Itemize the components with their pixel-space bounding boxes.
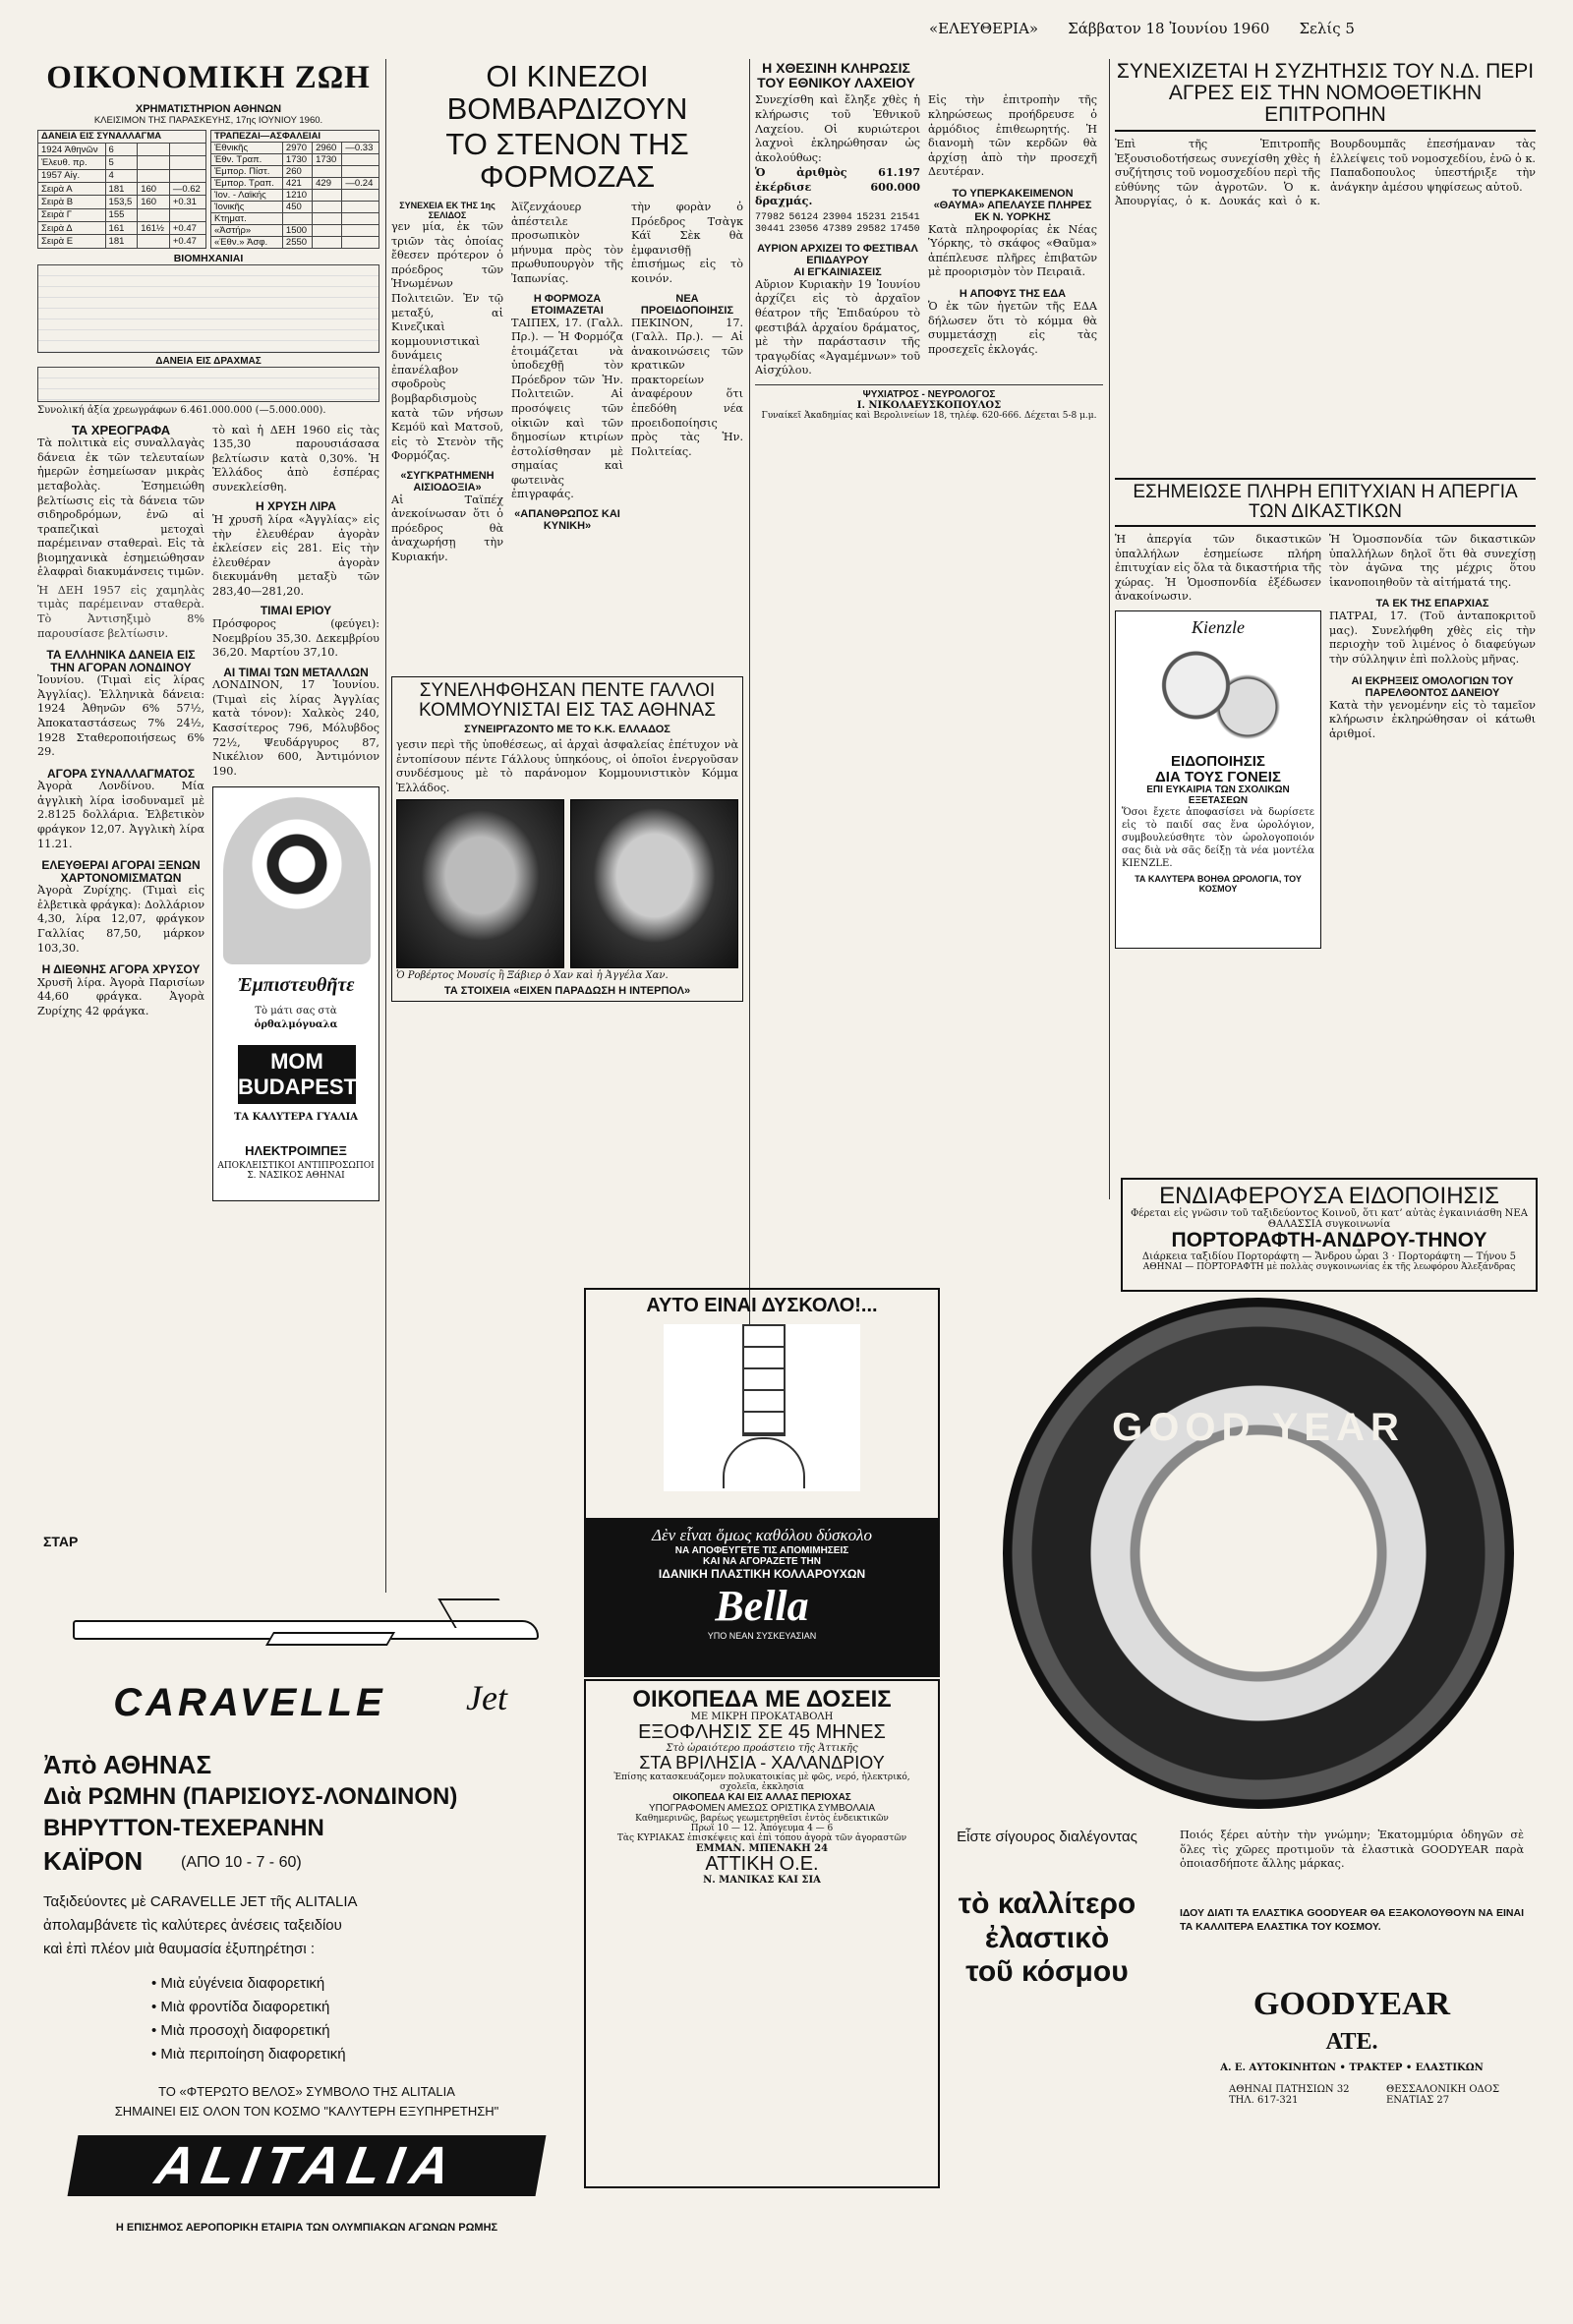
table-cell: 260 — [282, 165, 312, 177]
column-china: ΟΙ ΚΙΝΕΖΟΙ ΒΟΜΒΑΡΔΙΖΟΥΝ ΤΟ ΣΤΕΝΟΝ ΤΗΣ ΦΟΡΜΟΖΑΣ ΣΥΝΕΧΕΙΑ ΕΚ ΤΗΣ 1ης ΣΕΛΙΔΟΣ γεν μία, ἐκ τῶν τριῶν τὰς ὁποίας ἔθεσεν πρότερον ὁ πρόεδρος τῶν Ἡνωμένων Πολιτειῶν. Ἐν τῷ μεταξύ, αἱ Κινεζικαὶ κομμουνιστικαὶ δυνάμεις ἐπανέλαβον σφοδροὺς βομβαρδισμοὺς κατὰ τῶν νήσων Κεμόϋ καὶ Ματσοῦ, εἰς τὸ Στενὸν τῆς Φορμόζας. «ΣΥΓΚΡΑΤΗΜΕΝΗ ΑΙΣΙΟΔΟΞΙΑ» Αἱ Ταϊπέχ ἀνεκοίνωσαν ὅτι ὁ πρόεδρος θὰ ἀναχωρήσῃ τὴν Κυριακήν. Ἀϊζενχάουερ ἀπέστειλε προσωπικὸν μήνυμα πρὸς τὸν πρωθυπουργὸν τῆς Ἰαπωνίας. Η ΦΟΡΜΟΖΑ ΕΤΟΙΜΑΖΕΤΑΙ ΤΑΙΠΕΧ, 17. (Γαλλ. Πρ.). — Ἡ Φορμόζα ἑτοιμάζεται νὰ ὑποδεχθῇ τὸν Πρόεδρον τῶν Ἡν. Πολιτειῶν. Αἱ προσόψεις τῶν οἰκιῶν καὶ τῶν δημοσίων κτιρίων ἐστολίσθησαν μὲ σημαίας καὶ φωτεινὰς ἐπιγραφάς. «ΑΠΑΝΘΡΩΠΟΣ ΚΑΙ ΚΥΝΙΚΗ» τὴν φορὰν ὁ Πρόεδρος Τσὰγκ Κάϊ Σὲκ θὰ ἐμφανισθῇ ἐπισήμως εἰς τὸ κοινόν. ΝΕΑ ΠΡΟΕΙΔΟΠΟΙΗΣΙΣ ΠΕΚΙΝΟΝ, 17. (Γαλλ. Πρ.). — Αἱ ἀνακοινώσεις τῶν κρατικῶν πρακτορείων ἀναφέρουν ὅτι ἐπεδόθη νέα προειδοποίησις πρὸς τὰς Ἡν. Πολιτείας. ΣΥΝΕΛΗΦΘΗΣΑΝ ΠΕΝΤΕ ΓΑΛΛΟΙ ΚΟΜΜΟΥΝΙΣΤΑΙ ΕΙΣ ΤΑΣ ΑΘΗΝΑΣ ΣΥΝΕΙΡΓΑΖΟΝΤΟ ΜΕ ΤΟ Κ.Κ. ΕΛΛΑΔΟΣ γεσιν περὶ τῆς ὑποθέσεως, αἱ ἀρχαὶ ἀσφαλείας ἐπέτυχον νὰ ἐντοπίσουν πέντε Γάλλους ὑπηκόους, οἱ ὁποῖοι ἐνεργοῦσαν συνδέσμους μὲ τὸ παράνομον Κομμουνιστικὸν Κόμμα Ἑλλάδος. Ὁ Ροβέρτος Μουσίς ἢ Ξάβιερ ὁ Χαν καὶ ἡ Ἀγγέλα Χαν. ΤΑ ΣΤΟΙΧΕΙΑ «ΕΙΧΕΝ ΠΑΡΑΔΩΣΗ Η ΙΝΤΕΡΠΟΛ» — [391, 61, 743, 2007]
table-cell: Ἐμπορ. Πίστ. — [211, 165, 283, 177]
table-cell — [313, 224, 342, 236]
goodyear-intro: Εἶστε σίγουρος διαλέγοντας — [957, 1829, 1137, 1845]
banks-table — [210, 130, 379, 249]
lottery-number: 30441 — [755, 223, 786, 235]
doctor-l2: Ι. ΝΙΚΟΛΑΕΥΣΚΟΠΟΥΛΟΣ — [856, 399, 1002, 411]
festival-text: Αὔριον Κυριακὴν 19 Ἰουνίου ἀρχίζει εἰς τὸ ἀρχαῖον θέατρον τῆς Ἐπιδαύρου τὸ φεστιβάλ ἀρχαίου δράματος, μὲ τὴν παράστασιν τῆς τραγῳδίας «Ἀγαμέμνων» τοῦ Αἰσχύλου. — [755, 277, 920, 378]
exchange-title: ΧΡΗΜΑΤΙΣΤΗΡΙΟΝ ΑΘΗΝΩΝ — [135, 102, 282, 115]
table-row — [38, 182, 206, 195]
table-cell: +0.47 — [169, 235, 205, 248]
lottery-numbers — [755, 212, 920, 235]
table-cell — [138, 156, 170, 169]
gold-title: Η ΧΡΥΣΗ ΛΙΡΑ — [256, 499, 336, 514]
doctor-l1: ΨΥΧΙΑΤΡΟΣ - ΝΕΥΡΟΛΟΓΟΣ — [862, 388, 996, 400]
table-cell: 2550 — [282, 236, 312, 248]
parliament-headline: ΣΥΝΕΧΙΖΕΤΑΙ Η ΣΥΖΗΤΗΣΙΣ ΤΟΥ Ν.Δ. ΠΕΡΙ ΑΓΡΕΣ ΕΙΣ ΤΗΝ ΝΟΜΟΘΕΤΙΚΗΝ ΕΠΙΤΡΟΠΗΝ — [1115, 61, 1536, 132]
plots-l9: Πρωΐ 10 — 12. Ἀπόγευμα 4 — 6 — [690, 1824, 834, 1834]
tire-illustration — [1003, 1298, 1514, 1809]
table-cell — [313, 201, 342, 212]
kienzle-ad — [1115, 610, 1321, 949]
table-row — [38, 235, 206, 248]
table-cell: 4 — [105, 169, 138, 182]
shipping-notice — [1121, 1178, 1538, 1292]
plots-l10: Τὰς ΚΥΡΙΑΚΑΣ ἐπισκέψεις καὶ ἐπὶ τόπου ἀγορὰ τῶν ἀγοραστῶν — [616, 1833, 907, 1844]
eda-title: Η ΑΠΟΦΥΣ ΤΗΣ ΕΔΑ — [959, 288, 1067, 300]
sub-nea: ΝΕΑ ΠΡΟΕΙΔΟΠΟΙΗΣΙΣ — [640, 292, 734, 317]
chronicle-text: Τὰ πολιτικὰ εἰς συναλλαγὰς δάνεια ἐκ τῶν τελευταίων ἡμερῶν ἐσημείωσαν μικρὰς μεταβολὰς. Ἐσημειώθη βελτίωσις εἰς τὰ δάνεια τῶν σιδηροδρόμων, ἐνῶ αἱ τραπεζικαὶ μετοχαὶ παρέμειναν σταθεραὶ. Εἰς τὰ βιομηχανικὰ ἐσημειώθησαν ἐλαφραὶ διακυμάνσεις τιμῶν. — [37, 436, 204, 579]
bella-banner — [586, 1518, 938, 1675]
bella-ad — [584, 1288, 940, 1677]
plots-title: ΟΙΚΟΠΕΔΑ ΜΕ ΔΟΣΕΙΣ — [632, 1686, 892, 1713]
table-cell: Ἰον. - Λαϊκής — [211, 189, 283, 201]
caravelle-logo: CARAVELLE — [113, 1681, 386, 1724]
table-cell — [138, 169, 170, 182]
table-cell: 160 — [138, 196, 170, 208]
ad-foot: ΤΑ ΚΑΛΥΤΕΡΑ ΓΥΑΛΙΑ — [233, 1112, 359, 1124]
drachma-loans-table — [37, 367, 379, 402]
section-title: ΟΙΚΟΝΟΜΙΚΗ ΖΩΗ — [46, 61, 371, 95]
photo-woman — [570, 799, 738, 968]
table-cell — [138, 235, 170, 248]
parliament-text: Ἐπὶ τῆς Ἐπιτροπῆς Ἐξουσιοδοτήσεως συνεχίσθη χθὲς ἡ συζήτησις τοῦ νομοσχεδίου περὶ τῆς εὐθύνης τῶν ἀγροτῶν. Ὁ κ. Ἀπουργίας, ὁ κ. Δουκάς καὶ ὁ κ. Βουρδουμπᾶς ἐπεσήμαναν τὰς ἐλλείψεις τοῦ νομοσχεδίου, ἐνῶ ὁ κ. Παπαδοπουλος ὑπεστήριξε τὴν ἀνάγκην ἀμέσου ψηφίσεως αὐτοῦ. — [1115, 138, 1536, 208]
table-cell: 1957 Αἰγ. — [38, 169, 106, 182]
column-divider — [1109, 59, 1110, 1199]
festival-title: ΑΥΡΙΟΝ ΑΡΧΙΖΕΙ ΤΟ ΦΕΣΤΙΒΑΛ ΕΠΙΔΑΥΡΟΥ — [757, 242, 918, 266]
table-cell — [169, 143, 205, 155]
industry-table — [37, 264, 379, 353]
chronicle-title: ΤΑ ΧΡΕΟΓΡΑΦΑ — [71, 422, 171, 437]
bella-title: ΑΥΤΟ ΕΙΝΑΙ ΔΥΣΚΟΛΟ!... — [646, 1295, 878, 1316]
table-cell: —0.24 — [342, 177, 379, 189]
mom-optics-ad — [212, 786, 379, 1201]
table-row — [38, 169, 206, 182]
table-cell — [138, 143, 170, 155]
table-cell: Κτηματ. — [211, 212, 283, 224]
caravelle-jet: Jet — [466, 1678, 507, 1717]
metals-title: ΑΙ ΤΙΜΑΙ ΤΩΝ ΜΕΤΑΛΛΩΝ — [223, 665, 369, 679]
goodyear-brand: GOODYEAR — [1253, 1986, 1451, 2022]
ad-elektro: ΗΛΕΚΤΡΟΙΜΠΕΞ — [245, 1143, 347, 1159]
lottery-title: Η ΧΘΕΣΙΝΗ ΚΛΗΡΩΣΙΣ ΤΟΥ ΕΘΝΙΚΟΥ ΛΑΧΕΙΟΥ — [757, 61, 915, 90]
alitalia-star: ΣΤΑΡ — [43, 1534, 79, 1549]
table-cell: 1730 — [282, 153, 312, 165]
eye-illustration — [223, 797, 371, 964]
bella-line4: ΙΔΑΝΙΚΗ ΠΛΑΣΤΙΚΗ ΚΟΛΛΑΡΟΥΧΩΝ — [658, 1567, 866, 1581]
table-cell — [342, 153, 379, 165]
doctor-l3: Γυναίκεῖ Ἀκαδημίας καὶ Βερολινείων 18, τηλέφ. 620-666. Δέχεται 5-8 μ.μ. — [761, 410, 1097, 421]
table-cell: —0.62 — [169, 182, 205, 195]
plots-l1: ΜΕ ΜΙΚΡΗ ΠΡΟΚΑΤΑΒΟΛΗ — [690, 1712, 834, 1723]
table-cell: 161 — [105, 221, 138, 234]
goodyear-ate: ΑΤΕ. — [1325, 2029, 1378, 2055]
table-row — [38, 196, 206, 208]
plots-ad — [584, 1679, 940, 2188]
table-cell: 155 — [105, 208, 138, 221]
alitalia-line2: ἀπολαμβάνετε τὶς καλύτερες ἀνέσεις ταξειδίου — [43, 1917, 342, 1934]
table-row — [38, 221, 206, 234]
table-cell: 161½ — [138, 221, 170, 234]
lottery-number: 56124 — [788, 211, 819, 223]
table-row — [211, 142, 379, 153]
continuation-label: ΣΥΝΕΧΕΙΑ ΕΚ ΤΗΣ 1ης ΣΕΛΙΔΟΣ — [399, 201, 495, 221]
table-cell — [169, 156, 205, 169]
masthead — [929, 10, 1558, 47]
doctor-notice — [755, 384, 1103, 421]
sub-epithesi: «ΣΥΓΚΡΑΤΗΜΕΝΗ ΑΙΣΙΟΔΟΞΙΑ» — [400, 469, 495, 494]
strike-headline: ΕΣΗΜΕΙΩΣΕ ΠΛΗΡΗ ΕΠΙΤΥΧΙΑΝ Η ΑΠΕΡΓΙΑ ΤΩΝ ΔΙΚΑΣΤΙΚΩΝ — [1115, 478, 1536, 527]
shipping-route: ΠΟΡΤΟΡΑΦΤΗ-ΑΝΔΡΟΥ-ΤΗΝΟΥ — [1171, 1229, 1487, 1252]
bella-line3: ΚΑΙ ΝΑ ΑΓΟΡΑΖΕΤΕ ΤΗΝ — [703, 1556, 821, 1567]
dymon-title: ΤΟ ΥΠΕΡΚΑΚΕΙΜΕΝΟΝ «ΘΑΥΜΑ» ΑΠΕΛΑΥΣΕ ΠΛΗΡΕΣ ΕΚ Ν. ΥΟΡΚΗΣ — [933, 187, 1092, 223]
table-cell — [313, 236, 342, 248]
table-cell: «Ἀστήρ» — [211, 224, 283, 236]
arrest-text: γεσιν περὶ τῆς ὑποθέσεως, αἱ ἀρχαὶ ἀσφαλείας ἐπέτυχον νὰ ἐντοπίσουν πέντε Γάλλους ὑπηκόους, οἱ ὁποῖοι ἐνεργοῦσαν συνδέσμους μὲ τὸ παράνομον Κομμουνιστικὸν Κόμμα Ἑλλάδος. — [396, 738, 738, 794]
bella-brand: Bella — [715, 1582, 809, 1630]
sub-formosa-text: ΤΑΙΠΕΧ, 17. (Γαλλ. Πρ.). — Ἡ Φορμόζα ἑτοιμάζεται νὰ ὑποδεχθῇ τὸν Πρόεδρον τῶν Ἡν. Πολιτειῶν. Αἱ προσόψεις τῶν οἰκιῶν καὶ τῶν δημοσίων κτιρίων ἐστολίσθησαν μὲ σημαίας καὶ φωτεινὰς ἐπιγραφάς. — [511, 316, 623, 501]
lottery-number: 17450 — [890, 223, 920, 235]
loans-table — [37, 130, 206, 249]
goodyear-text2: ΙΔΟΥ ΔΙΑΤΙ ΤΑ ΕΛΑΣΤΙΚΑ GOODYEAR ΘΑ ΕΞΑΚΟΛΟΥΘΟΥΝ ΝΑ ΕΙΝΑΙ ΤΑ ΚΑΛΛΙΤΕΡΑ ΕΛΑΣΤΙΚΑ ΤΟΥ ΚΟΣΜΟΥ. — [1180, 1907, 1524, 1933]
plots-l5: Ἐπίσης κατασκευάζομεν πολυκατοικίας μὲ φῶς, νερό, ἠλεκτρικό, σχολεῖα, ἐκκλησία — [613, 1772, 910, 1793]
table-cell: +0.47 — [169, 221, 205, 234]
festival-sub: ΑΙ ΕΓΚΑΙΝΙΑΣΕΙΣ — [793, 265, 882, 278]
alitalia-arrow-line2: ΣΗΜΑΙΝΕΙ ΕΙΣ ΟΛΟΝ ΤΟΝ ΚΟΣΜΟ "ΚΑΛΥΤΕΡΗ ΕΞΥΠΗΡΕΤΗΣΗ" — [114, 2104, 499, 2119]
plots-l8: Καθημερινῶς, βαρέως γεωμετρηθεῖσι ἐντὸς ἑνδεικτικῶν — [635, 1814, 889, 1825]
alitalia-ad — [33, 1534, 580, 2285]
tire-brand: GOOD YEAR — [1112, 1406, 1405, 1449]
arrest-photos — [396, 799, 738, 968]
alitalia-line3: καὶ ἐπὶ πλέον μιὰ θαυμασία ἐξυπηρέτησι : — [43, 1941, 316, 1957]
arrest-sub: ΣΥΝΕΙΡΓΑΖΟΝΤΟ ΜΕ ΤΟ Κ.Κ. ΕΛΛΑΔΟΣ — [464, 724, 670, 736]
photo-caption: Ὁ Ροβέρτος Μουσίς ἢ Ξάβιερ ὁ Χαν καὶ ἡ Ἀγγέλα Χαν. — [396, 970, 669, 982]
table-row — [38, 143, 206, 155]
table-cell: Ἐθνικῆς — [211, 142, 283, 153]
drachma-loans-header: ΔΑΝΕΙΑ ΕΙΣ ΔΡΑΧΜΑΣ — [155, 355, 262, 367]
table-cell: —0.33 — [342, 142, 379, 153]
table-cell: «Ἐθν.» Ἀσφ. — [211, 236, 283, 248]
table-cell: 160 — [138, 182, 170, 195]
slogan-line-3: τοῦ κόσμου — [965, 1955, 1129, 1988]
province-title: ΤΑ ΕΚ ΤΗΣ ΕΠΑΡΧΙΑΣ — [1375, 598, 1489, 610]
alitalia-bullet: • Μιὰ εὐγένεια διαφορετική — [151, 1975, 325, 1992]
shipping-schedule: Διάρκεια ταξιδίου Πορτοράφτη — Ἄνδρου ὧραι 3 · Πορτοράφτη — Τήνου 5 — [1141, 1251, 1517, 1263]
lottery-big: Ὁ ἀριθμὸς 61.197 ἐκέρδισε 600.000 δραχμάς. — [755, 165, 920, 208]
table-cell: 2970 — [282, 142, 312, 153]
table-cell: 5 — [105, 156, 138, 169]
alitalia-bullet: • Μιὰ περιποίηση διαφορετική — [151, 2046, 346, 2063]
lottery-number: 77982 — [755, 211, 786, 223]
goodyear-text: Ποιός ξέρει αὐτὴν τὴν γνώμην; Ἑκατομμύρια ὁδηγῶν σὲ ὅλες τὶς χῶρες προτιμοῦν τὰ ἐλαστικὰ GOODYEAR παρὰ ὁποιασδήποτε ἄλλης μάρκας. — [1180, 1829, 1524, 1871]
table-cell: Ἐμπορ. Τραπ. — [211, 177, 283, 189]
table-cell — [313, 189, 342, 201]
kienzle-title3: ΕΠΙ ΕΥΚΑΙΡΙΑ ΤΩΝ ΣΧΟΛΙΚΩΝ ΕΞΕΤΑΣΕΩΝ — [1146, 784, 1290, 807]
column-divider — [749, 59, 750, 1357]
table-cell: Ἰονικῆς — [211, 201, 283, 212]
kienzle-title2: ΔΙΑ ΤΟΥΣ ΓΟΝΕΙΣ — [1155, 768, 1281, 785]
kienzle-foot: ΤΑ ΚΑΛΥΤΕΡΑ ΒΟΗΘΑ ΩΡΟΛΟΓΙΑ, ΤΟΥ ΚΟΣΜΟΥ — [1135, 874, 1302, 895]
lottery-number: 21541 — [890, 211, 920, 223]
banks-header: ΤΡΑΠΕΖΑΙ—ΑΣΦΑΛΕΙΑΙ — [211, 130, 379, 142]
table-cell: 2960 — [313, 142, 342, 153]
plots-brand: ΑΤΤΙΚΗ Ο.Ε. — [705, 1853, 819, 1876]
plots-l6: ΟΙΚΟΠΕΔΑ ΚΑΙ ΕΙΣ ΑΛΛΑΣ ΠΕΡΙΟΧΑΣ — [672, 1792, 851, 1804]
alitalia-line1: Ταξιδεύοντες μὲ CARAVELLE JET τῆς ALITALIA — [43, 1893, 358, 1910]
alitalia-footer: Η ΕΠΙΣΗΜΟΣ ΑΕΡΟΠΟΡΙΚΗ ΕΤΑΙΡΙΑ ΤΩΝ ΟΛΥΜΠΙΑΚΩΝ ΑΓΩΝΩΝ ΡΩΜΗΣ — [115, 2222, 498, 2234]
alitalia-cairo: ΚΑΪΡΟΝ — [43, 1846, 144, 1876]
table-cell — [282, 212, 312, 224]
kienzle-title1: ΕΙΔΟΠΟΙΗΣΙΣ — [1171, 752, 1265, 770]
table-cell: Σειρὰ Δ — [38, 221, 106, 234]
table-cell — [169, 208, 205, 221]
lottery-number: 47389 — [822, 223, 852, 235]
table-cell: Ἐλευθ. πρ. — [38, 156, 106, 169]
headline-1: ΟΙ ΚΙΝΕΖΟΙ ΒΟΜΒΑΡΔΙΖΟΥΝ — [446, 61, 688, 126]
plots-l2: ΕΞΟΦΛΗΣΙΣ ΣΕ 45 ΜΗΝΕΣ — [638, 1721, 886, 1744]
photo-man — [396, 799, 564, 968]
industry-header: ΒΙΟΜΗΧΑΝΙΑΙ — [173, 252, 244, 264]
table-row — [38, 208, 206, 221]
bella-foot: ΥΠΟ ΝΕΑΝ ΣΥΣΚΕΥΑΣΙΑΝ — [707, 1631, 817, 1641]
slogan-line-2: ἐλαστικὸ — [984, 1921, 1110, 1954]
table-cell — [342, 201, 379, 212]
table-row — [211, 201, 379, 212]
lottery-text: Συνεχίσθη καὶ ἔληξε χθὲς ἡ κλήρωσις τοῦ Ἐθνικοῦ Λαχείου. Οἱ κυριώτεροι λαχνοὶ ἐκληρώθησαν ὡς ἀκολούθως: — [755, 93, 920, 164]
table-cell: 1210 — [282, 189, 312, 201]
table-cell — [342, 236, 379, 248]
article-1-text: γεν μία, ἐκ τῶν τριῶν τὰς ὁποίας ἔθεσεν πρότερον ὁ πρόεδρος τῶν Ἡνωμένων Πολιτειῶν. Ἐν τῷ μεταξύ, αἱ Κινεζικαὶ κομμουνιστικαὶ δυνάμεις ἐπανέλαβον σφοδροὺς βομβαρδισμοὺς κατὰ τῶν νήσων Κεμόϋ καὶ Ματσοῦ, εἰς τὸ Στενὸν τῆς Φορμόζας. — [391, 220, 503, 463]
column-parliament: ΣΥΝΕΧΙΖΕΤΑΙ Η ΣΥΖΗΤΗΣΙΣ ΤΟΥ Ν.Δ. ΠΕΡΙ ΑΓΡΕΣ ΕΙΣ ΤΗΝ ΝΟΜΟΘΕΤΙΚΗΝ ΕΠΙΤΡΟΠΗΝ Ἐπὶ τῆς Ἐπιτροπῆς Ἐξουσιοδοτήσεως συνεχίσθη χθὲς ἡ συζήτησις τοῦ νομοσχεδίου περὶ τῆς εὐθύνης τῶν ἀγροτῶν. Ὁ κ. Ἀπουργίας, ὁ κ. Δουκάς καὶ ὁ κ. Βουρδουμπᾶς ἐπεσήμαναν τὰς ἐλλείψεις τοῦ νομοσχεδίου, ἐνῶ ὁ κ. Παπαδοπουλος ὑπεστήριξε τὴν ἀνάγκην ἀμέσου ψηφίσεως αὐτοῦ. ΕΣΗΜΕΙΩΣΕ ΠΛΗΡΗ ΕΠΙΤΥΧΙΑΝ Η ΑΠΕΡΓΙΑ ΤΩΝ ΔΙΚΑΣΤΙΚΩΝ Ἡ ἀπεργία τῶν δικαστικῶν ὑπαλλήλων ἐσημείωσε πλήρη ἐπιτυχίαν εἰς ὅλα τὰ δικαστήρια τῆς χώρας. Ἡ Ὁμοσπονδία ἐξέδωσεν ἀνακοίνωσιν. Kienzle ΕΙΔΟΠΟΙΗΣΙΣ ΔΙΑ ΤΟΥΣ ΓΟΝΕΙΣ ΕΠΙ ΕΥΚΑΙΡΙΑ ΤΩΝ ΣΧΟΛΙΚΩΝ ΕΞΕΤΑΣΕΩΝ Ὅσοι ἔχετε ἀποφασίσει νὰ δωρίσετε εἰς τὸ παιδί σας ἕνα ὡρολόγιον, συμβουλεύσθητε τὸν ὡρολογοποιόν σας διὰ νὰ σᾶς δείξῃ τὰ νέα μοντέλα KIENZLE. ΤΑ ΚΑΛΥΤΕΡΑ ΒΟΗΘΑ ΩΡΟΛΟΓΙΑ, ΤΟΥ ΚΟΣΜΟΥ Ἡ Ὁμοσπονδία τῶν δικαστικῶν ὑπαλλήλων δηλοῖ ὅτι θὰ συνεχίσῃ τὸν ἀγῶνα της μέχρις ὅτου ἱκανοποιηθοῦν τὰ αἰτήματά της. ΤΑ ΕΚ ΤΗΣ ΕΠΑΡΧΙΑΣ ΠΑΤΡΑΙ, 17. (Τοῦ ἀνταποκριτοῦ μας). Συνελήφθη χθὲς εἰς τὴν περιοχὴν τοῦ λιμένος ὁ διαφεύγων τὴν σύλληψιν ἐπὶ πολλοὺς μῆνας. ΑΙ ΕΚΡΗΞΕΙΣ ΟΜΟΛΟΓΙΩΝ ΤΟΥ ΠΑΡΕΛΘΟΝΤΟΣ ΔΑΝΕΙΟΥ Κατὰ τὴν γενομένην εἰς τὸ ταμεῖον κλήρωσιν ἐκληρώθησαν οἱ κάτωθι ἀριθμοί. — [1115, 61, 1536, 1555]
exchange-subtitle: ΚΛΕΙΣΙΜΟΝ ΤΗΣ ΠΑΡΑΣΚΕΥΗΣ, 17ης ΙΟΥΝΙΟΥ 1960. — [93, 114, 323, 126]
plots-l4: ΣΤΑ ΒΡΙΛΗΣΙΑ - ΧΑΛΑΝΔΡΙΟΥ — [639, 1753, 885, 1773]
table-cell — [342, 165, 379, 177]
alitalia-arrow-line: ΤΟ «ΦΤΕΡΩΤΟ ΒΕΛΟΣ» ΣΥΜΒΟΛΟ ΤΗΣ ALITALIA — [158, 2084, 455, 2099]
table-cell: 6 — [105, 143, 138, 155]
plots-address: ΕΜΜΑΝ. ΜΠΕΝΑΚΗ 24 — [695, 1843, 829, 1855]
sub-nea-text: ΠΕΚΙΝΟΝ, 17. (Γαλλ. Πρ.). — Αἱ ἀνακοινώσεις τῶν κρατικῶν πρακτορείων ἀναφέρουν ὅτι ἐπεδόθη νέα προειδοποίησις πρὸς τὰς Ἡν. Πολιτείας. — [631, 316, 743, 458]
table-cell: Σειρὰ Β — [38, 196, 106, 208]
total-value-line: Συνολική ἀξία χρεωγράφων 6.461.000.000 (—5.000.000). — [37, 404, 326, 416]
table-row — [211, 189, 379, 201]
goodyear-sub: Α. Ε. ΑΥΤΟΚΙΝΗΤΩΝ • ΤΡΑΚΤΕΡ • ΕΛΑΣΤΙΚΩΝ — [1220, 2063, 1484, 2073]
table-cell: Σειρὰ Γ — [38, 208, 106, 221]
table-cell: 1924 Ἀθηνῶν — [38, 143, 106, 155]
table-cell: 1730 — [313, 153, 342, 165]
lottery-number: 23904 — [822, 211, 852, 223]
column-divider — [385, 59, 386, 1593]
table-cell: 1500 — [282, 224, 312, 236]
plots-l7: ΥΠΟΓΡΑΦΟΜΕΝ ΑΜΕΣΩΣ ΟΡΙΣΤΙΚΑ ΣΥΜΒΟΛΑΙΑ — [648, 1803, 876, 1815]
table-row — [38, 156, 206, 169]
table-cell — [342, 189, 379, 201]
table-row — [211, 153, 379, 165]
ad-mom-logo: MOM BUDAPEST — [238, 1045, 356, 1104]
alitalia-from: Ἀπὸ ΑΘΗΝΑΣ — [43, 1750, 212, 1779]
london-title: ΤΑ ΕΛΛΗΝΙΚΑ ΔΑΝΕΙΑ ΕΙΣ ΤΗΝ ΑΓΟΡΑΝ ΛΟΝΔΙΝΟΥ — [46, 648, 196, 674]
shipping-title: ΕΝΔΙΑΦΕΡΟΥΣΑ ΕΙΔΟΠΟΙΗΣΙΣ — [1159, 1183, 1499, 1209]
table-row — [211, 165, 379, 177]
alitalia-bullets — [151, 1972, 346, 2066]
issue-date: Σάββατον 18 Ἰουνίου 1960 — [1068, 20, 1270, 37]
loans-header: ΔΑΝΕΙΑ ΕΙΣ ΣΥΝΑΛΛΑΓΜΑ — [38, 130, 206, 143]
arrest-article — [391, 676, 743, 1002]
bella-illustration — [664, 1324, 860, 1491]
table-cell: 181 — [105, 182, 138, 195]
table-cell — [313, 212, 342, 224]
table-row — [211, 236, 379, 248]
table-cell — [313, 165, 342, 177]
ad-line1: Τὸ μάτι σας στὰ — [255, 1006, 337, 1017]
table-cell: Σειρὰ Ε — [38, 235, 106, 248]
page-number: Σελίς 5 — [1299, 20, 1355, 37]
lottery-number: 29582 — [856, 223, 887, 235]
table-cell: 421 — [282, 177, 312, 189]
slogan-line-1: τὸ καλλίτερο — [958, 1888, 1136, 1920]
table-cell: 181 — [105, 235, 138, 248]
shipping-foot: ΑΘΗΝΑΙ — ΠΟΡΤΟΡΑΦΤΗ μὲ πολλὰς συγκοινωνίας ἐκ τῆς λεωφόρου Ἀλεξάνδρας — [1142, 1262, 1516, 1273]
table-cell: Ἐθν. Τραπ. — [211, 153, 283, 165]
kienzle-illustration — [1144, 642, 1292, 750]
table-cell: +0.31 — [169, 196, 205, 208]
table-row — [211, 177, 379, 189]
kienzle-brand: Kienzle — [1192, 616, 1245, 637]
strike-text: Ἡ ἀπεργία τῶν δικαστικῶν ὑπαλλήλων ἐσημείωσε πλήρη ἐπιτυχίαν εἰς ὅλα τὰ δικαστήρια τῆς χώρας. Ἡ Ὁμοσπονδία ἐξέδωσεν ἀνακοίνωσιν. — [1115, 533, 1321, 604]
alitalia-bullet: • Μιὰ φροντίδα διαφορετική — [151, 1999, 330, 2015]
kienzle-text: Ὅσοι ἔχετε ἀποφασίσει νὰ δωρίσετε εἰς τὸ παιδί σας ἕνα ὡρολόγιον, συμβουλεύσθητε τὸν ὡρολογοποιόν σας διὰ νὰ σᾶς δείξῃ τὰ νέα μοντέλα KIENZLE. — [1122, 807, 1314, 870]
textile-title: ΤΙΜΑΙ ΕΡΙΟΥ — [260, 604, 332, 618]
table-cell — [342, 212, 379, 224]
paper-name: «ΕΛΕΥΘΕΡΙΑ» — [929, 20, 1039, 37]
alitalia-via: Διὰ ΡΩΜΗΝ (ΠΑΡΙΣΙΟΥΣ-ΛΟΝΔΙΝΟΝ) — [43, 1783, 458, 1810]
alitalia-bullet: • Μιὰ προσοχὴ διαφορετική — [151, 2022, 330, 2039]
lottery-number: 15231 — [856, 211, 887, 223]
table-cell — [138, 208, 170, 221]
ad-line2: ὁρθαλμόγυαλα — [254, 1019, 338, 1031]
lottery-number: 23056 — [788, 223, 819, 235]
plots-l3: Στὸ ὡραιότερο προάστειο τῆς Ἀττικῆς — [666, 1743, 858, 1755]
goodyear-ad — [934, 1298, 1534, 2281]
goodyear-address-thessaloniki: ΘΕΣΣΑΛΟΝΙΚΗ ΟΔΟΣ ΕΝΑΤΙΑΣ 27 — [1386, 2084, 1500, 2106]
ad-emisteuthite: Ἐμπιστευθῆτε — [237, 974, 355, 997]
column-lottery: Η ΧΘΕΣΙΝΗ ΚΛΗΡΩΣΙΣ ΤΟΥ ΕΘΝΙΚΟΥ ΛΑΧΕΙΟΥ Συνεχίσθη καὶ ἔληξε χθὲς ἡ κλήρωσις τοῦ Ἐθνικοῦ Λαχείου. Οἱ κυριώτεροι λαχνοὶ ἐκληρώθησαν ὡς ἀκολούθως: Ὁ ἀριθμὸς 61.197 ἐκέρδισε 600.000 δραχμάς. 77982 56124 23904 15231 21541 30441 23056 47389 29582 17450 ΑΥΡΙΟΝ ΑΡΧΙΖΕΙ ΤΟ ΦΕΣΤΙΒΑΛ ΕΠΙΔΑΥΡΟΥ ΑΙ ΕΓΚΑΙΝΙΑΣΕΙΣ Αὔριον Κυριακὴν 19 Ἰουνίου ἀρχίζει εἰς τὸ ἀρχαῖον θέατρον τῆς Ἐπιδαύρου τὸ φεστιβάλ ἀρχαίου δράματος, μὲ τὴν παράστασιν τῆς τραγῳδίας «Ἀγαμέμνων» τοῦ Αἰσχύλου. Εἰς τὴν ἐπιτροπὴν τῆς κληρώσεως προήδρευσε ὁ ἀρμόδιος ἐπιθεωρητής. Ἡ διανομὴ τῶν κερδῶν θὰ ἀρχίσῃ ἀπὸ τὴν προσεχῆ Δευτέραν. ΤΟ ΥΠΕΡΚΑΚΕΙΜΕΝΟΝ «ΘΑΥΜΑ» ΑΠΕΛΑΥΣΕ ΠΛΗΡΕΣ ΕΚ Ν. ΥΟΡΚΗΣ Κατὰ πληροφορίας ἐκ Νέας Ὑόρκης, τὸ σκάφος «Θαῦμα» ἀπέπλευσε πλῆρες ἐπιβατῶν μὲ προορισμὸν τὸν Πειραιᾶ. Η ΑΠΟΦΥΣ ΤΗΣ ΕΔΑ Ὁ ἐκ τῶν ἡγετῶν τῆς ΕΔΑ δήλωσεν ὅτι τὸ κόμμα θὰ συμμετάσχῃ εἰς τὰς προσεχεῖς ἐκλογάς. ΨΥΧΙΑΤΡΟΣ - ΝΕΥΡΟΛΟΓΟΣ Ι. ΝΙΚΟΛΑΕΥΣΚΟΠΟΥΛΟΣ Γυναίκεῖ Ἀκαδημίας καὶ Βερολινείων 18, τηλέφ. 620-666. Δέχεται 5-8 μ.μ. — [755, 61, 1103, 1339]
table-cell: 429 — [313, 177, 342, 189]
table-cell: Σειρὰ Α — [38, 182, 106, 195]
forex-title: ΑΓΟΡΑ ΣΥΝΑΛΛΑΓΜΑΤΟΣ — [46, 766, 196, 781]
metals-text: ΛΟΝΔΙΝΟΝ, 17 Ἰουνίου. (Τιμαὶ εἰς λίρας Ἀγγλίας κατὰ τόνον): Χαλκὸς 240, Κασσίτερος 796, Μόλυβδος 72½, Ψευδάργυρος 87, Νικέλιον 600, Ἀντιμόνιον 190. — [212, 678, 379, 778]
sub-formosa: Η ΦΟΡΜΟΖΑ ΕΤΟΙΜΑΖΕΤΑΙ — [531, 292, 604, 317]
headline-2: ΤΟ ΣΤΕΝΟΝ ΤΗΣ ΦΟΡΜΟΖΑΣ — [445, 127, 689, 194]
table-cell: 450 — [282, 201, 312, 212]
elements-title: ΤΑ ΣΤΟΙΧΕΙΑ «ΕΙΧΕΝ ΠΑΡΑΔΩΣΗ Η ΙΝΤΕΡΠΟΛ» — [443, 985, 691, 998]
sub-apanthropos: «ΑΠΑΝΘΡΩΠΟΣ ΚΑΙ ΚΥΝΙΚΗ» — [514, 507, 620, 532]
arrest-headline: ΣΥΝΕΛΗΦΘΗΣΑΝ ΠΕΝΤΕ ΓΑΛΛΟΙ ΚΟΜΜΟΥΝΙΣΤΑΙ ΕΙΣ ΤΑΣ ΑΘΗΝΑΣ — [419, 680, 716, 722]
ad-elektro-sub: ΑΠΟΚΛΕΙΣΤΙΚΟΙ ΑΝΤΙΠΡΟΣΩΠΟΙ Σ. ΝΑΣΙΚΟΣ ΑΘΗΝΑΙ — [217, 1161, 375, 1182]
goodyear-slogan — [934, 1888, 1160, 1990]
table-row — [211, 224, 379, 236]
alitalia-cairo-date: (ΑΠΟ 10 - 7 - 60) — [181, 1854, 302, 1871]
alitalia-routes: ΒΗΡΥΤΤΟΝ-ΤΕΧΕΡΑΝΗΝ — [43, 1815, 324, 1841]
alitalia-logo: ALITALIA — [68, 2135, 547, 2196]
plane-illustration — [73, 1602, 545, 1652]
table-cell — [342, 224, 379, 236]
bonds-title: ΑΙ ΕΚΡΗΞΕΙΣ ΟΜΟΛΟΓΙΩΝ ΤΟΥ ΠΑΡΕΛΘΟΝΤΟΣ ΔΑΝΕΙΟΥ — [1351, 674, 1514, 699]
table-cell — [169, 169, 205, 182]
gold-text: Ἡ χρυσῆ λίρα «Ἀγγλίας» εἰς τὴν ἐλευθέραν ἀγορὰν ἐκλείσεν εἰς 281. Εἰς τὴν ἐλευθέραν ἀγορὰν διεκυμάνθη μεταξὺ τῶν 283,40—281,20. — [212, 513, 379, 598]
table-row — [211, 212, 379, 224]
column-economy: ΟΙΚΟΝΟΜΙΚΗ ΖΩΗ ΧΡΗΜΑΤΙΣΤΗΡΙΟΝ ΑΘΗΝΩΝ ΚΛΕΙΣΙΜΟΝ ΤΗΣ ΠΑΡΑΣΚΕΥΗΣ, 17ης ΙΟΥΝΙΟΥ 1960. ΔΑΝΕΙΑ ΕΙΣ ΣΥΝΑΛΛΑΓΜΑ 1924 Ἀθηνῶν 6 Ἐλευθ. πρ. 5 1957 Αἰγ. 4 Σειρὰ Α 181 160 —0.62 Σειρὰ Β 153,5 160 +0.31 Σειρὰ Γ 155 Σειρὰ Δ 161 161½ +0.47 Σειρὰ Ε 181 +0.47 ΤΡΑΠΕΖΑΙ—ΑΣΦΑΛΕΙΑΙ Ἐθνικῆς 2970 2960 —0.33 Ἐθν. Τραπ. 1730 1730 Ἐμπορ. Πίστ. 260 Ἐμπορ. Τραπ. 421 429 —0.24 Ἰον. - Λαϊκής 1210 Ἰονικῆς 450 Κτηματ. «Ἀστήρ» 1500 «Ἐθν.» Ἀσφ. 2550 ΒΙΟΜΗΧΑΝΙΑΙ ΔΑΝΕΙΑ ΕΙΣ ΔΡΑΧΜΑΣ Συνολική ἀξία χρεωγράφων 6.461.000.000 (—5.000.000). ΤΑ ΧΡΕΟΓΡΑΦΑ Τὰ πολιτικὰ εἰς συναλλαγὰς δάνεια ἐκ τῶν τελευταίων ἡμερῶν ἐσημείωσαν μικρὰς μεταβολὰς. Ἐσημειώθη βελτίωσις εἰς τὰ δάνεια τῶν σιδηροδρόμων, ἐνῶ αἱ τραπεζικαὶ μετοχαὶ παρέμειναν σταθεραὶ. Εἰς τὰ βιομηχανικὰ ἐσημειώθησαν ἐλαφραὶ διακυμάνσεις τιμῶν. Ἡ ΔΕΗ 1957 εἰς χαμηλὰς τιμὰς παρέμειναν σταθερὰ. Τὸ Ἀντισηξιμὸ 8% παρουσίασε βελτίωσιν. ΤΑ ΕΛΛΗΝΙΚΑ ΔΑΝΕΙΑ ΕΙΣ ΤΗΝ ΑΓΟΡΑΝ ΛΟΝΔΙΝΟΥ Ἰουνίου. (Τιμαὶ εἰς λίρας Ἀγγλίας). Ἑλληνικὰ δάνεια: 1924 Ἀθηνῶν 6% 57½, Ἀποκαταστάσεως 7% 24½, 1928 Σταθεροποιήσεως 6% 29. ΑΓΟΡΑ ΣΥΝΑΛΛΑΓΜΑΤΟΣ Ἀγορὰ Λονδίνου. Μία ἀγγλικὴ λίρα ἰσοδυναμεῖ μὲ 2.8125 δολλάρια. Ἑλβετικὸν φράγκον 12,07. Ἀγγλικὴ λίρα 11.21. ΕΛΕΥΘΕΡΑΙ ΑΓΟΡΑΙ ΞΕΝΩΝ ΧΑΡΤΟΝΟΜΙΣΜΑΤΩΝ Ἀγορὰ Ζυρίχης. (Τιμαὶ εἰς ἑλβετικὰ φράγκα): Δολλάριον 4,30, λίρα 12,07, φράγκον Γαλλίας 87,50, μάρκον 103,30. Η ΔΙΕΘΝΗΣ ΑΓΟΡΑ ΧΡΥΣΟΥ Χρυσῆ λίρα. Ἀγορὰ Παρισίων 44,60 φράγκα. Ἀγορὰ Ζυρίχης 42 φράγκα. τὸ καὶ ἡ ΔΕΗ 1960 εἰς τὰς 135,30 παρουσιάσασα βελτίωσιν κατὰ 0,30%. Ἡ Ἑλλάδος ἀπὸ ἑσπέρας συνεκλείσθη. Η ΧΡΥΣΗ ΛΙΡΑ Ἡ χρυσῆ λίρα «Ἀγγλίας» εἰς τὴν ἐλευθέραν ἀγορὰν ἐκλείσεν εἰς 281. Εἰς τὴν ἐλευθέραν ἀγορὰν διεκυμάνθη μεταξὺ τῶν 283,40—281,20. ΤΙΜΑΙ ΕΡΙΟΥ Πρόσφορος (φεύγει): Νοεμβρίου 35,30. Δεκεμβρίου 36,20. Μαρτίου 37,10. ΑΙ ΤΙΜΑΙ ΤΩΝ ΜΕΤΑΛΛΩΝ ΛΟΝΔΙΝΟΝ, 17 Ἰουνίου. (Τιμαὶ εἰς λίρας Ἀγγλίας κατὰ τόνον): Χαλκὸς 240, Κασσίτερος 796, Μόλυβδος 72½, Ψευδάργυρος 87, Νικέλιον 600, Ἀντιμόνιον 190. Ἐμπιστευθῆτε Τὸ μάτι σας στὰ ὁρθαλμόγυαλα MOM BUDAPEST ΤΑ ΚΑΛΥΤΕΡΑ ΓΥΑΛΙΑ ΗΛΕΚΤΡΟΙΜΠΕΞ ΑΠΟΚΛΕΙΣΤΙΚΟΙ ΑΝΤΙΠΡΟΣΩΠΟΙ Σ. ΝΑΣΙΚΟΣ ΑΘΗΝΑΙ — [37, 61, 379, 1590]
shipping-text: Φέρεται εἰς γνῶσιν τοῦ ταξιδεύοντος Κοινοῦ, ὅτι κατ’ αὐτὰς ἐγκαινιάσθη ΝΕΑ ΘΑΛΑΣΣΙΑ συγκοινωνία — [1131, 1208, 1528, 1231]
free-markets-title: ΕΛΕΥΘΕΡΑΙ ΑΓΟΡΑΙ ΞΕΝΩΝ ΧΑΡΤΟΝΟΜΙΣΜΑΤΩΝ — [41, 858, 201, 885]
bella-line2: ΝΑ ΑΠΟΦΕΥΓΕΤΕ ΤΙΣ ΑΠΟΜΙΜΗΣΕΙΣ — [674, 1545, 849, 1556]
bella-line1: Δὲν εἶναι ὅμως καθόλου δύσκολο — [652, 1526, 872, 1544]
plots-owner: Ν. ΜΑΝΙΚΑΣ ΚΑΙ ΣΙΑ — [703, 1875, 821, 1887]
goodyear-address-athens: ΑΘΗΝΑΙ ΠΑΤΗΣΙΩΝ 32 ΤΗΛ. 617-321 — [1229, 2084, 1350, 2106]
table-cell: 153,5 — [105, 196, 138, 208]
intl-gold-title: Η ΔΙΕΘΝΗΣ ΑΓΟΡΑ ΧΡΥΣΟΥ — [41, 962, 201, 977]
market-tables — [37, 130, 379, 249]
